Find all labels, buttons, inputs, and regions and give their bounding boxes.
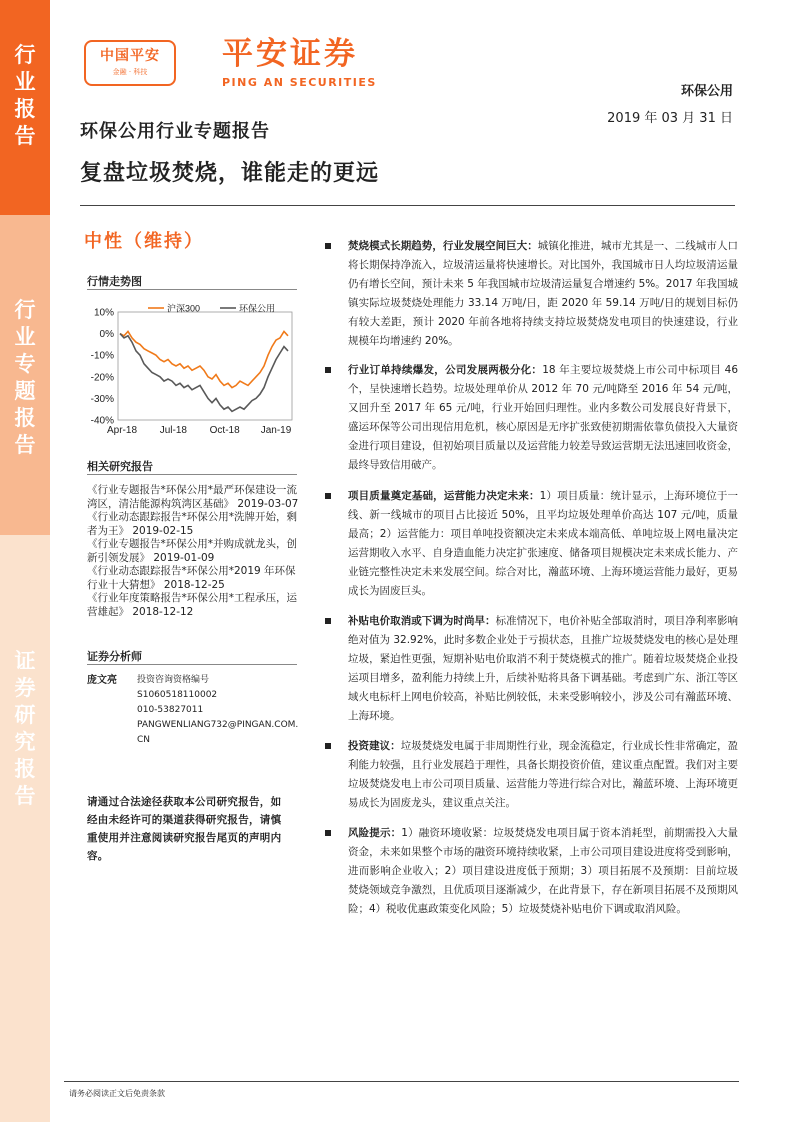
bullet-square-icon [325,618,331,624]
bullet-head: 项目质量奠定基础，运营能力决定未来： [348,490,540,502]
analyst-heading: 证券分析师 [87,650,142,663]
section-divider [87,289,297,290]
bullet-point [323,237,738,351]
bullet-point [323,487,738,601]
bullet-head: 焚烧模式长期趋势，行业发展空间巨大： [348,240,538,252]
brand [222,36,377,89]
bullet-point [323,361,738,475]
header-divider [80,205,735,206]
pingan-logo [84,40,176,86]
report-type: 环保公用行业专题报告 [80,121,270,142]
series-line-env-utilities [120,334,288,412]
y-tick-label: 0% [99,329,114,341]
bullet-square-icon [325,830,331,836]
key-points [323,237,738,919]
brand-cn: 平安证券 [222,36,358,72]
x-tick-label: Oct-18 [209,425,240,436]
related-report-item[interactable]: 《行业专题报告*环保公用*最严环保建设一流湾区，清洁能源构筑湾区基础》 2019-03-07 [87,484,299,510]
y-tick-label: -10% [90,350,114,362]
x-tick-label: Jan-19 [260,425,292,436]
related-report-item[interactable]: 《行业动态跟踪报告*环保公用*洗牌开始，剩者为王》 2019-02-15 [87,511,297,537]
side-tab-label: 行业专题报告 [14,298,36,457]
related-report-item[interactable]: 《行业动态跟踪报告*环保公用*2019 年环保行业十大猜想》 2018-12-25 [87,565,296,591]
analyst-line: S1060518110002 [137,690,218,700]
bullet-body: 城镇化推进，城市尤其是一、二线城市人口将长期保持净流入，垃圾清运量将快速增长。对比国外，我国城市日人均垃圾清运量仍有增长空间，预计未来 5 年我国城市垃圾清运量复合增速约 5%。2017 年我国城镇实际垃圾焚烧处理能力 33.14 万吨/日，距 2020 年 59.14 万吨/日的规划目标仍有较大差距，预计 2020 年前各地将持续支持垃圾焚烧发电项目的快速建设，行业规模年均增速约 20%。 [348,240,738,347]
bullet-body: 18 年主要垃圾焚烧上市公司中标项目 46 个，呈快速增长趋势。垃圾处理单价从 2012 年 70 元/吨降至 2016 年 54 元/吨，又回升至 2017 年 65 元/吨，行业开始回归理性。业内多数公司发展良好背景下，盛运环保等公司出现信用危机，核心原因是无序扩张致使初期需依靠负债投入大量资金进行项目建设，但初始项目质量以及运营能力较差导致运营期无法迅速回收资金，最终导致信用破产。 [348,364,739,471]
rating: 中性（维持） [84,231,204,252]
analyst-info [137,673,302,748]
y-tick-label: 10% [93,307,114,319]
section-divider [87,474,297,475]
footer-divider [64,1081,739,1082]
related-reports [87,484,302,619]
side-tab-special-report [0,215,50,535]
bullet-square-icon [325,367,331,373]
legend-label: 沪深300 [167,303,201,314]
side-tab-label: 证券研究报告 [14,649,36,808]
side-tab-label: 行业报告 [14,43,36,148]
analyst-name: 庞文亮 [87,675,117,686]
x-tick-label: Apr-18 [106,425,138,436]
market-trend-chart [84,298,299,440]
chart-svg [84,298,299,440]
bullet-square-icon [325,743,331,749]
y-tick-label: -40% [90,415,114,427]
bullet-square-icon [325,243,331,249]
side-tab-industry-report [0,0,50,215]
bullet-head: 行业订单持续爆发，公司发展两极分化： [348,364,543,376]
analyst-line: 010-53827011 [137,705,204,715]
x-tick-label: Jul-18 [159,425,187,436]
y-tick-label: -20% [90,372,114,384]
analyst-line: 投资咨询资格编号 [137,675,210,685]
report-date: 2019 年 03 月 31 日 [607,111,733,126]
bullet-body: 1）项目质量：统计显示，上海环境位于一线、新一线城市的项目占比接近 50%，且平均垃圾处理单价高达 107 元/吨，质量最高；2）运营能力：项目单吨投资额决定未来成本端高低、单吨垃圾上网电量决定运营期收入水平、自身造血能力决定扩张速度、储备项目规模决定未来成长能力、产业链完整性决定未来发展空间。综合对比，瀚蓝环境、上海环境运营能力最好，更易成长为固废巨头。 [348,490,738,597]
side-bar [0,0,50,1122]
related-report-item[interactable]: 《行业年度策略报告*环保公用*工程承压，运营雄起》 2018-12-12 [87,592,297,618]
bullet-body: 垃圾焚烧发电属于非周期性行业，现金流稳定，行业成长性非常确定，盈利能力较强，且行业发展趋于理性，具备长期投资价值，建议重点配置。我们对主要垃圾焚烧发电上市公司项目质量、运营能力等进行综合对比，瀚蓝环境、上海环境更易成长为固废龙头，建议重点关注。 [348,740,739,809]
bullet-head: 投资建议： [348,740,401,752]
page-title: 复盘垃圾焚烧，谁能走的更远 [80,161,380,186]
side-tab-research-report [0,535,50,1122]
chart-frame [118,312,292,420]
industry-tag: 环保公用 [680,84,733,99]
disclaimer-note: 请通过合法途径获取本公司研究报告，如经由未经许可的渠道获得研究报告，请慎重使用并注意阅读研究报告尾页的声明内容。 [87,796,282,862]
related-report-item[interactable]: 《行业专题报告*环保公用*并购成就龙头，创新引领发展》 2019-01-09 [87,538,297,564]
bullet-body: 标准情况下，电价补贴全部取消时，项目净利率影响绝对值为 32.92%，此时多数企业处于亏损状态，且推广垃圾焚烧发电的核心是处理垃圾，紧迫性更强，短期补贴电价取消不利于焚烧模式的推广。随着垃圾焚烧企业投运项目增多，盈利能力持续上升，后续补贴将具备下调基础。考虑到广东、浙江等区域火电标杆上网电价较高，补贴比例较低，未来受影响较小，涉及公司有瀚蓝环境、上海环境。 [348,615,739,722]
brand-en: PING AN SECURITIES [222,76,377,89]
logo-name: 中国平安 [100,48,160,64]
bullet-square-icon [325,493,331,499]
bullet-point [323,737,738,813]
bullet-point [323,824,738,919]
legend-label: 环保公用 [239,303,276,314]
footer-disclaimer: 请务必阅读正文后免责条款 [69,1089,165,1098]
section-divider [87,664,297,665]
related-heading: 相关研究报告 [87,460,153,473]
logo-sub: 金融 · 科技 [112,68,148,76]
y-tick-label: -30% [90,393,114,405]
chart-heading: 行情走势图 [87,275,142,288]
series-line-hs300 [120,331,288,387]
analyst-email[interactable]: PANGWENLIANG732@PINGAN.COM.CN [137,720,299,745]
bullet-body: 1）融资环境收紧：垃圾焚烧发电项目属于资本消耗型，前期需投入大量资金，未来如果整个市场的融资环境持续收紧，上市公司项目建设进度将受到影响，进而影响企业收入；2）项目建设进度低于预期；3）项目拓展不及预期：目前垃圾焚烧领域竞争激烈，且优质项目逐渐减少，在此背景下，存在新项目拓展不及预期风险；4）税收优惠政策变化风险；5）垃圾焚烧补贴电价下调或取消风险。 [348,827,739,915]
bullet-point [323,612,738,726]
bullet-head: 风险提示： [348,827,402,839]
bullet-head: 补贴电价取消或下调为时尚早： [348,615,496,627]
